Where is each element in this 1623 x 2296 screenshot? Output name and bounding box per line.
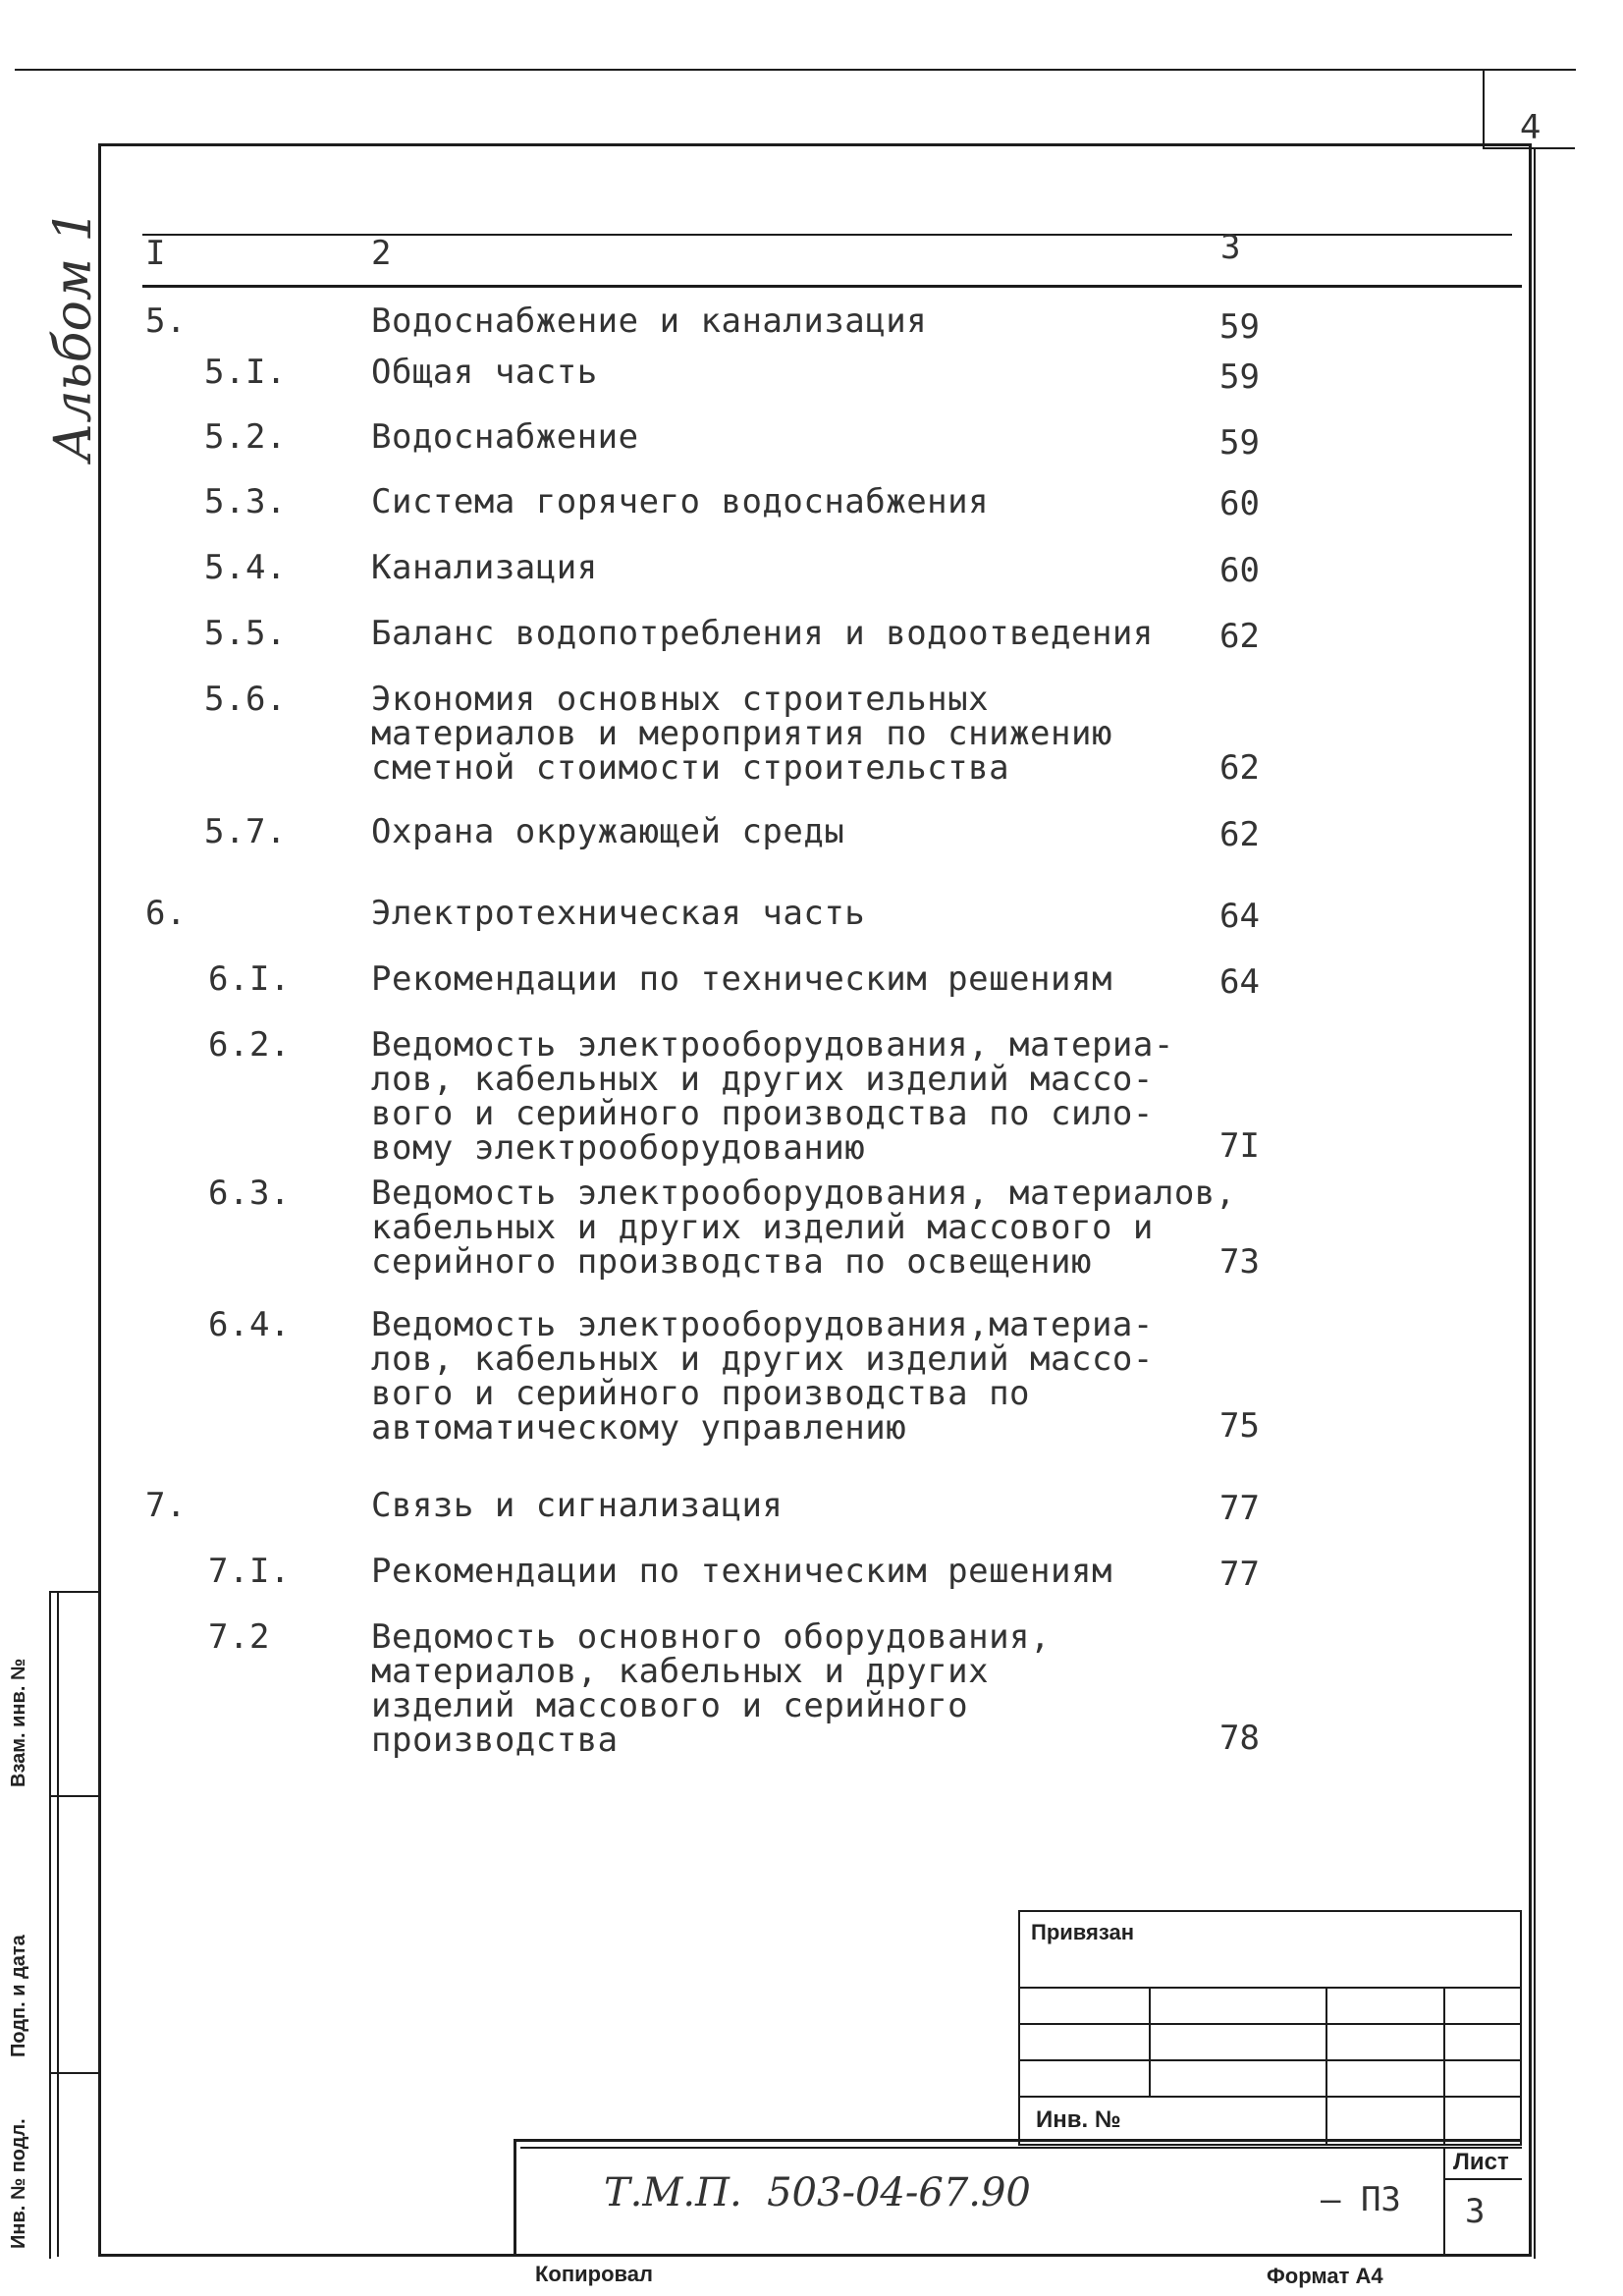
toc-row-6-1-page: 64 xyxy=(1219,962,1260,1002)
toc-row-6-title: Электротехническая часть xyxy=(371,894,866,933)
inv-no-label: Инв. № xyxy=(1036,2106,1121,2133)
toc-row-5-7-title: Охрана окружающей среды xyxy=(371,812,845,851)
toc-row-7-2-page: 78 xyxy=(1219,1719,1260,1758)
binding-row-line-2 xyxy=(1018,2023,1522,2025)
toc-row-7-num: 7. xyxy=(145,1486,187,1525)
header-bottom-line xyxy=(142,285,1522,288)
toc-row-5-num: 5. xyxy=(145,301,187,341)
sheet-cell-left xyxy=(1443,2147,1445,2257)
sheet-label: Лист xyxy=(1453,2149,1509,2175)
binding-col-line-2 xyxy=(1325,1987,1327,2146)
toc-row-6-3-num: 6.3. xyxy=(208,1174,291,1213)
header-col3: 3 xyxy=(1220,228,1241,267)
title-block-inner xyxy=(520,2147,1522,2149)
document-suffix: – ПЗ xyxy=(1321,2180,1401,2219)
toc-row-5-2-page: 59 xyxy=(1219,423,1260,463)
toc-row-6-page: 64 xyxy=(1219,897,1260,936)
toc-row-6-num: 6. xyxy=(145,894,187,933)
toc-row-5-6-num: 5.6. xyxy=(204,680,287,719)
toc-row-5-5-num: 5.5. xyxy=(204,614,287,653)
toc-row-5-4-title: Канализация xyxy=(371,548,598,587)
header-col2: 2 xyxy=(371,234,392,273)
toc-row-7-1-num: 7.I. xyxy=(208,1552,291,1591)
toc-row-7-2-title: Ведомость основного оборудования, материалов, кабельных и других изделий массового и серийного производства xyxy=(371,1617,1052,1760)
toc-row-6-2-num: 6.2. xyxy=(208,1025,291,1065)
toc-row-6-4-num: 6.4. xyxy=(208,1305,291,1344)
binding-stamp-label: Привязан xyxy=(1031,1920,1135,1944)
left-stamp-inner xyxy=(57,1591,59,2257)
side-label-vzam: Взам. инв. № xyxy=(8,1658,29,1787)
toc-row-5-4-num: 5.4. xyxy=(204,548,287,587)
toc-row-5-6-title: Экономия основных строительных материалов и мероприятия по снижению сметной стоимости строительства xyxy=(371,680,1112,788)
binding-row-line-4 xyxy=(1018,2096,1522,2098)
toc-row-6-3-title: Ведомость электрооборудования, материалов, кабельных и других изделий массового и серийного производства по освещению xyxy=(371,1174,1236,1282)
toc-row-5-3-page: 60 xyxy=(1219,484,1260,523)
toc-row-7-page: 77 xyxy=(1219,1489,1260,1528)
toc-row-5-1-title: Общая часть xyxy=(371,353,598,392)
header-top-line xyxy=(142,234,1512,236)
toc-row-7-1-title: Рекомендации по техническим решениям xyxy=(371,1552,1112,1591)
toc-row-6-1-num: 6.I. xyxy=(208,959,291,999)
binding-col-line-3 xyxy=(1443,1987,1445,2146)
toc-row-5-2-num: 5.2. xyxy=(204,417,287,457)
sheet-value: 3 xyxy=(1465,2192,1486,2231)
frame-right-inner xyxy=(1534,147,1536,2259)
document-designation: Т.М.П. 503-04-67.90 xyxy=(604,2170,1031,2215)
toc-row-5-2-title: Водоснабжение xyxy=(371,417,639,457)
toc-row-5-7-num: 5.7. xyxy=(204,812,287,851)
side-handwriting: Альбом 1 xyxy=(44,209,103,462)
toc-row-5-3-num: 5.3. xyxy=(204,482,287,521)
toc-row-6-4-title: Ведомость электрооборудования,материа- лов, кабельных и других изделий массо- вого и серийного производства по автоматическому управлению xyxy=(371,1305,1154,1448)
toc-row-5-4-page: 60 xyxy=(1219,551,1260,590)
toc-row-6-2-page: 7I xyxy=(1219,1126,1260,1166)
left-stamp-div2 xyxy=(49,2072,98,2074)
toc-row-7-1-page: 77 xyxy=(1219,1555,1260,1594)
footer-format: Формат А4 xyxy=(1267,2264,1383,2288)
toc-row-5-1-num: 5.I. xyxy=(204,353,287,392)
toc-row-5-7-page: 62 xyxy=(1219,815,1260,854)
toc-row-7-2-num: 7.2 xyxy=(208,1617,270,1657)
toc-row-6-2-title: Ведомость электрооборудования, материа- лов, кабельных и других изделий массо- вого и серийного производства по сило- вому электрооборудованию xyxy=(371,1025,1174,1168)
sheet-cell-mid xyxy=(1443,2178,1522,2180)
side-label-podp: Подп. и дата xyxy=(8,1935,29,2057)
toc-row-5-title: Водоснабжение и канализация xyxy=(371,301,928,341)
toc-row-5-5-title: Баланс водопотребления и водоотведения xyxy=(371,614,1154,653)
corner-sheet-number: 4 xyxy=(1520,108,1542,147)
toc-row-5-5-page: 62 xyxy=(1219,617,1260,656)
toc-row-5-1-page: 59 xyxy=(1219,357,1260,397)
toc-row-6-1-title: Рекомендации по техническим решениям xyxy=(371,959,1112,999)
left-stamp-div1 xyxy=(49,1795,98,1797)
toc-row-5-3-title: Система горячего водоснабжения xyxy=(371,482,990,521)
side-label-inv-podl: Инв. № подл. xyxy=(8,2118,29,2249)
footer-copied: Копировал xyxy=(535,2262,654,2286)
toc-row-6-3-page: 73 xyxy=(1219,1242,1260,1282)
toc-row-6-4-page: 75 xyxy=(1219,1406,1260,1446)
top-edge-line xyxy=(15,69,1576,71)
header-col1: I xyxy=(145,234,166,273)
toc-row-5-6-page: 62 xyxy=(1219,748,1260,788)
toc-row-5-page: 59 xyxy=(1219,307,1260,347)
toc-row-7-title: Связь и сигнализация xyxy=(371,1486,784,1525)
binding-row-line-1 xyxy=(1018,1987,1522,1989)
binding-col-line-1 xyxy=(1149,1987,1151,2096)
binding-row-line-3 xyxy=(1018,2059,1522,2061)
